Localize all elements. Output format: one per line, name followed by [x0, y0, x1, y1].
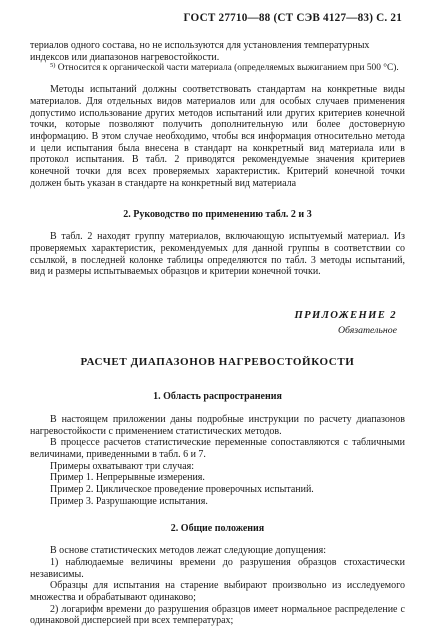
footnote — [30, 63, 405, 74]
appendix-status: Обязательное — [337, 324, 397, 336]
continued-text-line: териалов одного состава, но не используются для установления температурных — [30, 40, 370, 51]
assumption-item: Образцы для испытания на старение выбирают произвольно из исследуемого множества и обрабатывают одинаково; — [30, 580, 405, 603]
document-body — [30, 40, 405, 627]
assumption-item: 2) логарифм времени до разрушения образцов имеет нормальное распределение с одинаковой дисперсией при всех температурах; — [30, 603, 405, 627]
footnote-mark: 5) — [50, 62, 56, 70]
paragraph-a1-1: В настоящем приложении даны подробные инструкции по расчету диапазонов нагревостойкости с применением статистических методов. — [30, 413, 405, 437]
page-header: ГОСТ 27710—88 (СТ СЭВ 4127—83) С. 21 — [183, 12, 402, 24]
paragraph-section-2: В табл. 2 находят группу материалов, включающую испытуемый материал. Из проверяемых характеристик, рекомендуемых для данной группы в соответствии со ссылкой, в последней колонке таблицы определяются по табл. 3 методы испытаний, вид и размеры испытываемых образцов и критерии конечной точки. — [30, 231, 405, 278]
footnote-text: Относится к органической части материала (определяемых выжиганием при 500 °С). — [57, 63, 399, 74]
example-item: Пример 3. Разрушающие испытания. — [50, 495, 208, 507]
appendix-label: ПРИЛОЖЕНИЕ 2 — [294, 310, 397, 322]
example-item: Пример 1. Непрерывные измерения. — [50, 472, 205, 484]
section-heading-2: 2. Руководство по применению табл. 2 и 3 — [123, 208, 312, 220]
example-item: Пример 2. Циклическое проведение проверочных испытаний. — [50, 484, 314, 496]
paragraph-a2-intro: В основе статистических методов лежат следующие допущения: — [50, 545, 327, 557]
assumption-item: 1) наблюдаемые величины времени до разрушения образцов стохастически независимы. — [30, 556, 405, 580]
continued-text-line: индексов или диапазонов нагревостойкости. — [30, 51, 220, 63]
section-heading-a1: 1. Область распространения — [153, 391, 282, 403]
paragraph-a1-2: В процессе расчетов статистические переменные сопоставляются с табличными величинами, приведенными в табл. 6 и 7. — [30, 437, 405, 460]
appendix-title: РАСЧЕТ ДИАПАЗОНОВ НАГРЕВОСТОЙКОСТИ — [80, 356, 355, 369]
section-heading-a2: 2. Общие положения — [170, 523, 265, 535]
paragraph-a1-3: Примеры охватывают три случая: — [50, 460, 195, 472]
paragraph-methods: Методы испытаний должны соответствовать стандартам на конкретные виды материалов. Для отдельных видов материалов или для особых случаев применения допустимо использование других методов испытаний или других критериев конечной точки, которые позволяют получить дополнительную или более достоверную информацию. В этом случае необходимо, чтобы вся информация относительно метода и цели испытания была внесена в стандарт на конкретный вид материала или в протокол испытания. В табл. 2 приводятся рекомендуемые значения критериев конечной точки для всех проверяемых характеристик. Критерий конечной точки должен быть указан в стандарте на конкретный вид материала — [30, 84, 405, 189]
